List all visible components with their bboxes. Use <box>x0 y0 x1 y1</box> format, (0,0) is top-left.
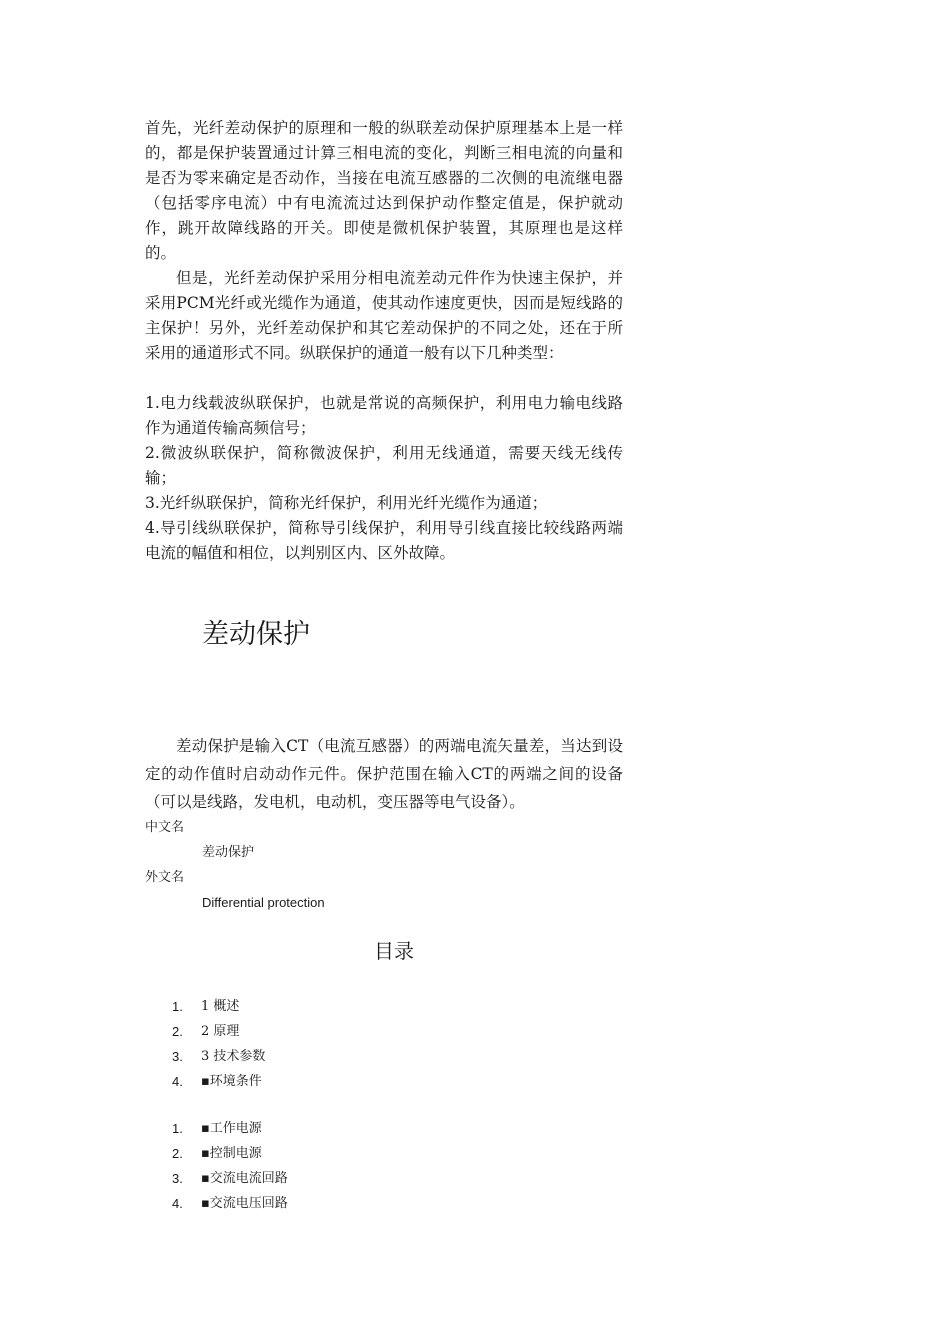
channel-type-item-3: 3.光纤纵联保护，简称光纤保护，利用光纤光缆作为通道； <box>145 494 548 512</box>
toc-title: 目录 <box>374 939 414 963</box>
toc-item-number: 2. <box>172 1024 183 1039</box>
toc-item-label[interactable]: 1 概述 <box>201 999 240 1014</box>
toc-item[interactable] <box>172 1170 288 1195</box>
toc-item-label[interactable]: ▪控制电源 <box>201 1146 262 1161</box>
toc-list-main <box>172 998 265 1098</box>
toc-item-number: 2. <box>172 1146 183 1161</box>
toc-item-label[interactable]: ▪工作电源 <box>201 1121 262 1136</box>
toc-list-sub <box>172 1120 288 1220</box>
toc-item[interactable] <box>172 1048 265 1073</box>
toc-item-label[interactable]: ▪交流电流回路 <box>201 1171 288 1186</box>
toc-item[interactable] <box>172 1023 265 1048</box>
toc-item-label[interactable]: ▪交流电压回路 <box>201 1196 288 1211</box>
toc-item-number: 4. <box>172 1196 183 1211</box>
channel-type-item-4: 4.导引线纵联保护，简称导引线保护，利用导引线直接比较线路两端电流的幅值和相位，以判别区内、区外故障。 <box>145 519 623 562</box>
toc-item-number: 1. <box>172 1121 183 1136</box>
toc-item-number: 3. <box>172 1049 183 1064</box>
toc-item-number: 3. <box>172 1171 183 1186</box>
article-lead: 差动保护是输入CT（电流互感器）的两端电流矢量差，当达到设定的动作值时启动动作元件。保护范围在输入CT的两端之间的设备（可以是线路，发电机，电动机，变压器等电气设备）。 <box>145 737 623 811</box>
intro-paragraph-1: 首先，光纤差动保护的原理和一般的纵联差动保护原理基本上是一样的，都是保护装置通过计算三相电流的变化，判断三相电流的向量和是否为零来确定是否动作，当接在电流互感器的二次侧的电流继电器（包括零序电流）中有电流流过达到保护动作整定值是，保护就动作，跳开故障线路的开关。即使是微机保护装置，其原理也是这样的。 <box>145 119 623 262</box>
channel-type-item-2: 2.微波纵联保护，简称微波保护，利用无线通道，需要天线无线传输； <box>145 444 623 487</box>
toc-item[interactable] <box>172 1120 288 1145</box>
foreign-name-label: 外文名 <box>145 870 185 885</box>
toc-item-label[interactable]: 3 技术参数 <box>201 1049 266 1064</box>
toc-item[interactable] <box>172 1145 288 1170</box>
chinese-name-label: 中文名 <box>145 820 185 835</box>
foreign-name-value: Differential protection <box>202 895 325 910</box>
toc-item[interactable] <box>172 1073 265 1098</box>
toc-item[interactable] <box>172 1195 288 1220</box>
channel-type-item-1: 1.电力线载波纵联保护，也就是常说的高频保护，利用电力输电线路作为通道传输高频信号； <box>145 394 623 437</box>
toc-item-number: 4. <box>172 1074 183 1089</box>
toc-item-label[interactable]: ▪环境条件 <box>201 1074 262 1089</box>
intro-paragraph-2: 但是，光纤差动保护采用分相电流差动元件作为快速主保护，并采用PCM光纤或光缆作为通道，使其动作速度更快，因而是短线路的主保护！另外，光纤差动保护和其它差动保护的不同之处，还在于所采用的通道形式不同。纵联保护的通道一般有以下几种类型： <box>145 269 623 362</box>
toc-item[interactable] <box>172 998 265 1023</box>
toc-item-number: 1. <box>172 999 183 1014</box>
article-title: 差动保护 <box>202 619 310 650</box>
chinese-name-value: 差动保护 <box>202 845 255 860</box>
toc-item-label[interactable]: 2 原理 <box>201 1024 240 1039</box>
